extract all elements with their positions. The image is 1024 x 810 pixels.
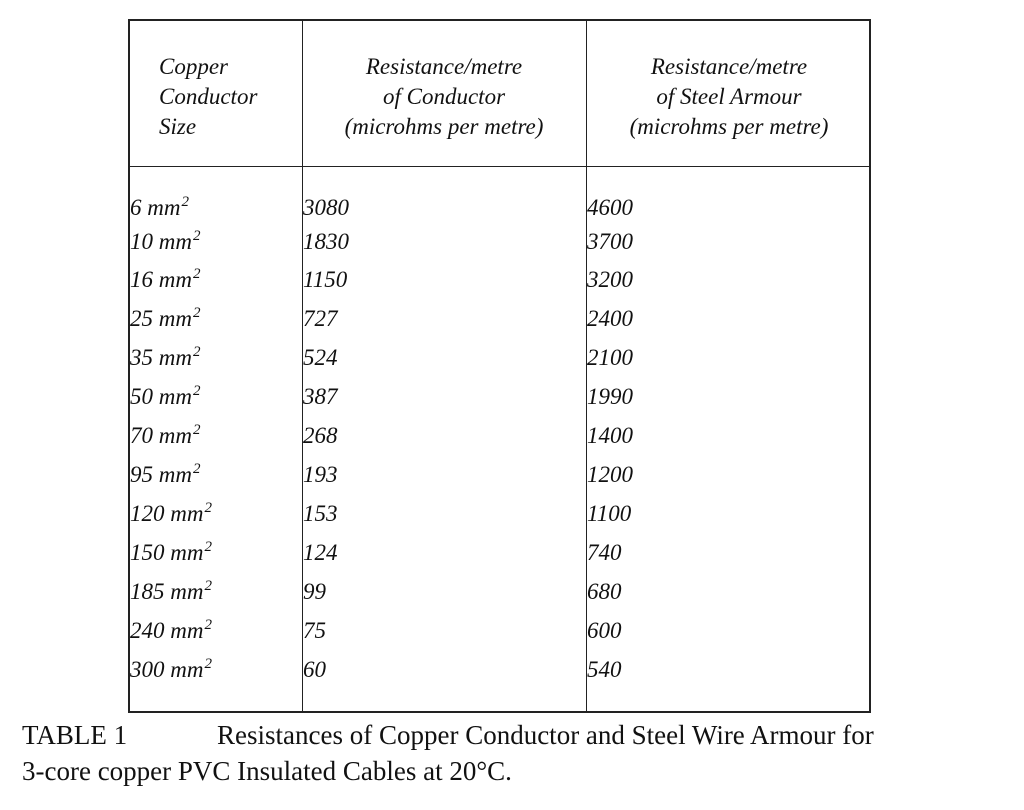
table-cell-size <box>130 423 200 452</box>
header-line: (microhms per metre) <box>629 114 829 139</box>
size-value: 25 mm <box>130 306 192 331</box>
size-unit-exponent: 2 <box>204 617 212 633</box>
table-cell-size <box>130 540 212 569</box>
size-value: 35 mm <box>130 345 192 370</box>
header-line: Resistance/metre <box>365 54 523 79</box>
header-line: (microhms per metre) <box>344 114 544 139</box>
header-line: of Conductor <box>382 84 506 109</box>
header-copper-conductor-size <box>159 52 257 142</box>
size-unit-exponent: 2 <box>192 383 201 399</box>
table-cell-conductor-resistance: 387 <box>303 384 338 409</box>
size-unit-exponent: 2 <box>192 228 201 244</box>
table-cell-size <box>130 501 212 530</box>
size-value: 50 mm <box>130 384 192 409</box>
table-cell-conductor-resistance: 268 <box>303 423 338 448</box>
table-cell-conductor-resistance: 60 <box>303 657 326 682</box>
size-value: 6 mm <box>130 195 181 220</box>
table-cell-size <box>130 618 212 647</box>
size-unit-exponent: 2 <box>192 461 201 477</box>
size-unit-exponent: 2 <box>204 578 212 594</box>
table-cell-size <box>130 306 200 335</box>
table-cell-size <box>130 345 200 374</box>
header-line: Copper <box>159 54 228 79</box>
table-cell-armour-resistance: 680 <box>587 579 622 604</box>
header-line: Size <box>159 114 197 139</box>
table-cell-conductor-resistance: 1150 <box>303 267 348 292</box>
table-cell-size <box>130 462 200 491</box>
size-unit-exponent: 2 <box>192 266 201 282</box>
caption-line-2: 3-core copper PVC Insulated Cables at 20°C. <box>22 756 512 786</box>
header-armour-resistance <box>586 52 872 142</box>
table-cell-size <box>130 657 212 686</box>
table-cell-armour-resistance: 1400 <box>587 423 633 448</box>
size-unit-exponent: 2 <box>192 344 201 360</box>
size-value: 300 mm <box>130 657 204 682</box>
size-value: 120 mm <box>130 501 204 526</box>
table-cell-armour-resistance: 1100 <box>587 501 632 526</box>
size-unit-exponent: 2 <box>204 656 212 672</box>
table-cell-size <box>130 579 212 608</box>
table-cell-size <box>130 384 200 413</box>
size-value: 16 mm <box>130 267 192 292</box>
header-line: of Steel Armour <box>656 84 802 109</box>
header-conductor-resistance <box>302 52 586 142</box>
table-cell-conductor-resistance: 193 <box>303 462 338 487</box>
table-cell-conductor-resistance: 124 <box>303 540 338 565</box>
table-cell-armour-resistance: 740 <box>587 540 622 565</box>
resistance-table <box>128 19 871 713</box>
size-value: 240 mm <box>130 618 204 643</box>
table-cell-conductor-resistance: 727 <box>303 306 338 331</box>
table-cell-size <box>130 267 200 296</box>
caption-label: TABLE 1 <box>22 720 128 750</box>
size-unit-exponent: 2 <box>192 305 201 321</box>
table-cell-armour-resistance: 2400 <box>587 306 633 331</box>
table-cell-armour-resistance: 2100 <box>587 345 633 370</box>
table-cell-conductor-resistance: 524 <box>303 345 338 370</box>
size-value: 70 mm <box>130 423 192 448</box>
table-cell-conductor-resistance: 99 <box>303 579 326 604</box>
table-cell-armour-resistance: 1200 <box>587 462 633 487</box>
table-cell-armour-resistance: 600 <box>587 618 622 643</box>
table-cell-conductor-resistance: 75 <box>303 618 326 643</box>
caption-line-1: Resistances of Copper Conductor and Steel Wire Armour for <box>217 720 874 750</box>
size-unit-exponent: 2 <box>204 500 212 516</box>
size-unit-exponent: 2 <box>192 422 201 438</box>
header-line: Resistance/metre <box>650 54 808 79</box>
header-divider <box>130 166 869 167</box>
size-value: 10 mm <box>130 229 192 254</box>
table-cell-armour-resistance: 3200 <box>587 267 633 292</box>
header-line: Conductor <box>159 84 258 109</box>
table-cell-armour-resistance: 1990 <box>587 384 633 409</box>
size-value: 95 mm <box>130 462 192 487</box>
size-unit-exponent: 2 <box>181 194 189 210</box>
table-cell-size <box>130 229 200 258</box>
size-unit-exponent: 2 <box>204 539 212 555</box>
table-cell-conductor-resistance: 1830 <box>303 229 349 254</box>
table-cell-size <box>130 195 189 224</box>
table-caption <box>22 717 874 789</box>
table-cell-armour-resistance: 540 <box>587 657 622 682</box>
table-cell-conductor-resistance: 3080 <box>303 195 349 220</box>
table-cell-armour-resistance: 3700 <box>587 229 633 254</box>
size-value: 185 mm <box>130 579 204 604</box>
size-value: 150 mm <box>130 540 204 565</box>
table-cell-conductor-resistance: 153 <box>303 501 338 526</box>
table-cell-armour-resistance: 4600 <box>587 195 633 220</box>
